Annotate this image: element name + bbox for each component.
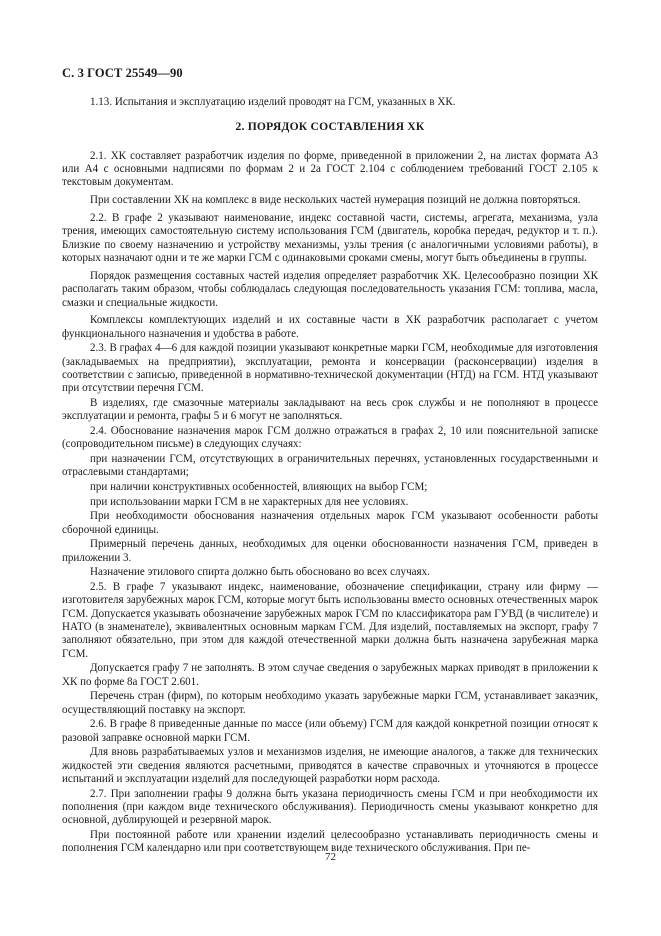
paragraph: Порядок размещения составных частей изделия определяет разработчик ХК. Целесообразно позиции ХК располагать таким образом, чтобы соблюдалась следующая последовательность указания ГСМ: топлива, масла, смазки и специальные жидкости. <box>62 269 598 309</box>
paragraph: при использовании марки ГСМ в не характерных для нее условиях. <box>90 495 409 508</box>
page-number: 72 <box>325 851 336 863</box>
section-title: 2. ПОРЯДОК СОСТАВЛЕНИЯ ХК <box>235 120 425 134</box>
paragraph: 2.2. В графе 2 указывают наименование, индекс составной части, системы, агрегата, механизма, узла трения, имеющих самостоятельную систему использования ГСМ (двигатель, коробка передач, редуктор и т. п.). Близкие по своему назначению и устройству механизмы, узлы трения (с аналогичными условиями работы), в которых назначают одни и те же марки ГСМ с одинаковыми сроками смены, могут быть объединены в группы. <box>62 212 598 265</box>
paragraph: Допускается графу 7 не заполнять. В этом случае сведения о зарубежных марках приводят в приложении к ХК по форме 8а ГОСТ 2.601. <box>62 662 598 688</box>
paragraph-1-13: 1.13. Испытания и эксплуатацию изделий проводят на ГСМ, указанных в ХК. <box>90 96 456 108</box>
paragraph: при назначении ГСМ, отсутствующих в ограничительных перечнях, установленных государственными и отраслевыми стандартами; <box>62 453 598 479</box>
paragraph: Назначение этилового спирта должно быть обосновано во всех случаях. <box>90 566 430 579</box>
paragraph: При необходимости обоснования назначения отдельных марок ГСМ указывают особенности работы сборочной единицы. <box>62 510 598 536</box>
paragraph: 2.4. Обоснование назначения марок ГСМ должно отражаться в графах 2, 10 или пояснительной записке (сопроводительном письме) в следующих случаях: <box>62 425 598 451</box>
paragraph: 2.6. В графе 8 приведенные данные по массе (или объему) ГСМ для каждой конкретной позиции относят к разовой заправке основной марки ГСМ. <box>62 718 598 744</box>
paragraph: Для вновь разрабатываемых узлов и механизмов изделия, не имеющие аналогов, а также для технических жидкостей эти сведения являются расчетными, приводятся в качестве справочных и уточняются в процессе испытаний и эксплуатации изделий для последующей разработки норм расхода. <box>62 746 598 785</box>
paragraph: Перечень стран (фирм), по которым необходимо указать зарубежные марки ГСМ, устанавливает заказчик, осуществляющий поставку на экспорт. <box>62 690 598 716</box>
paragraph: Примерный перечень данных, необходимых для оценки обоснованности назначения ГСМ, приведен в приложении 3. <box>62 538 598 564</box>
paragraph: 2.5. В графе 7 указывают индекс, наименование, обозначение спецификации, страну или фирму — изготовителя зарубежных марок ГСМ, которые могут быть использованы вместо основных отечественных марок ГСМ. Допускается указывать обозначение зарубежных марок ГСМ по классификатора рам ГУВД (в числителе) и НАТО (в знаменателе), эквивалентных основным маркам ГСМ. Для изделий, поставляемых на экспорт, графу 7 заполняют обязательно, при этом для каждой отечественной марки должна быть назначена зарубежная марка ГСМ. <box>62 580 598 660</box>
paragraph: В изделиях, где смазочные материалы закладывают на весь срок службы и не пополняют в процессе эксплуатации и ремонта, графы 5 и 6 могут не заполняться. <box>62 397 598 423</box>
document-body <box>62 96 598 857</box>
paragraph: 2.3. В графах 4—6 для каждой позиции указывают конкретные марки ГСМ, необходимые для изготовления (закладываемых на предприятии), эксплуатации, ремонта и консервации (расконсервации) изделия в соответствии с записью, приведенной в нормативно-технической документации (НТД) на ГСМ. НТД указывают при отсутствии перечня ГСМ. <box>62 342 598 395</box>
paragraph: Комплексы комплектующих изделий и их составные части в ХК разработчик располагает с учетом функционального назначения и удобства в работе. <box>62 314 598 340</box>
paragraph: При постоянной работе или хранении изделий целесообразно устанавливать периодичность смены и пополнения ГСМ календарно или при соответствующем виде технического обслуживания. При пе- <box>62 828 598 855</box>
paragraph: 2.1. ХК составляет разработчик изделия по форме, приведенной в приложении 2, на листах формата А3 или А4 с основными надписями по формам 2 и 2а ГОСТ 2.104 с соблюдением требований ГОСТ 2.105 к текстовым документам. <box>62 149 598 189</box>
paragraph: 2.7. При заполнении графы 9 должна быть указана периодичность смены ГСМ и при необходимости их пополнения (при каждом виде технического обслуживания). Периодичность смены указывают конкретно для основной, дублирующей и резервной марок. <box>62 787 598 827</box>
paragraph: При составлении ХК на комплекс в виде нескольких частей нумерация позиций не должна повторяться. <box>90 194 581 207</box>
page-header: С. 3 ГОСТ 25549—90 <box>62 66 183 80</box>
paragraph: при наличии конструктивных особенностей, влияющих на выбор ГСМ; <box>90 481 428 494</box>
